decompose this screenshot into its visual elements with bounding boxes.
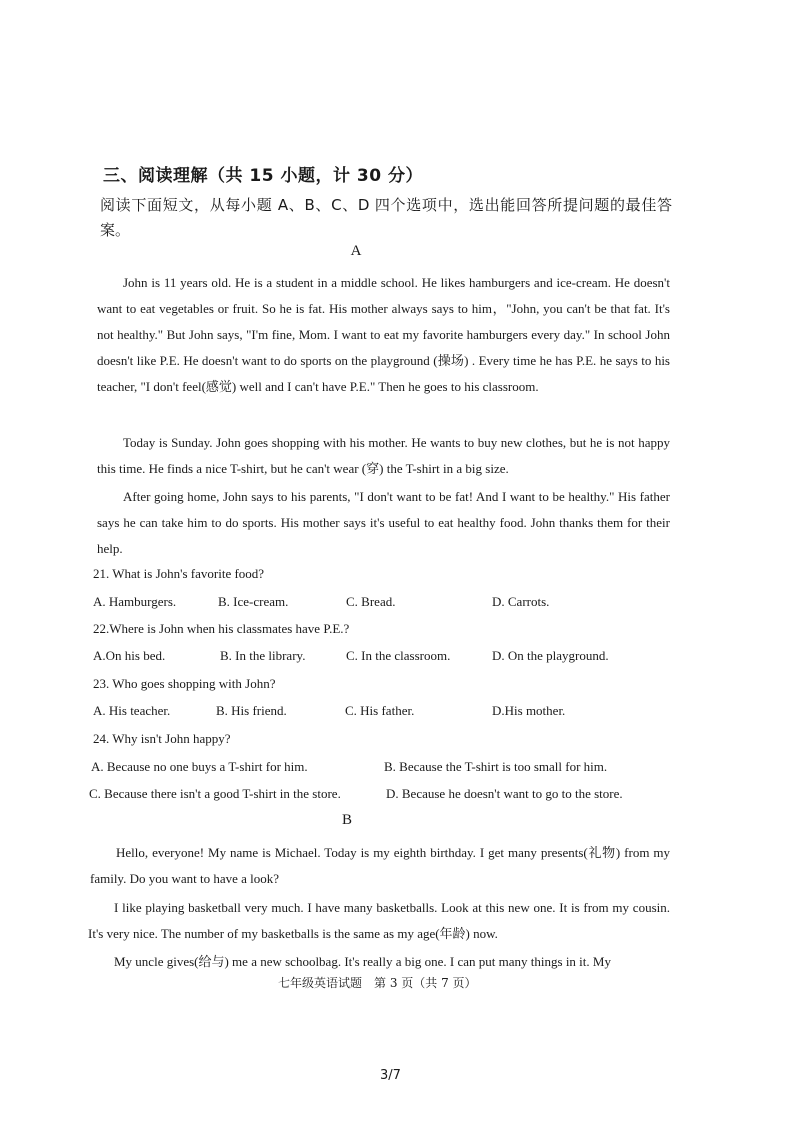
passage-b-paragraph-1-text: Hello, everyone! My name is Michael. Today is my eighth birthday. I get many presents(礼物) from my family. Do you want to have a look? — [90, 845, 670, 886]
question-22-option-d: D. On the playground. — [492, 648, 609, 663]
question-21-option-a: A. Hamburgers. — [93, 594, 177, 609]
passage-b-paragraph-2-text: I like playing basketball very much. I have many basketballs. Look at this new one. It is from my cousin. It's very nice. The number of my basketballs is the same as my age(年龄) now. — [88, 900, 670, 941]
passage-b-paragraph-3 — [88, 949, 670, 975]
question-23-option-b: B. His friend. — [216, 703, 287, 718]
question-22-option-c: C. In the classroom. — [346, 648, 451, 663]
question-21-option-c: C. Bread. — [346, 594, 396, 609]
question-24: 24. Why isn't John happy? — [93, 731, 231, 746]
question-23-option-c: C. His father. — [345, 703, 415, 718]
question-23-option-a: A. His teacher. — [93, 703, 171, 718]
question-22-option-b: B. In the library. — [220, 648, 306, 663]
question-22-option-a: A.On his bed. — [93, 648, 166, 663]
question-23-option-d: D.His mother. — [492, 703, 566, 718]
question-24-option-d: D. Because he doesn't want to go to the store. — [386, 786, 623, 801]
passage-a-letter: A — [350, 243, 362, 259]
section-title: 三、阅读理解（共 15 小题，计 30 分） — [103, 166, 423, 186]
page-number: 3/7 — [380, 1068, 401, 1083]
passage-b-paragraph-1 — [90, 840, 670, 892]
question-21-option-b: B. Ice-cream. — [218, 594, 289, 609]
question-24-option-b: B. Because the T-shirt is too small for him. — [384, 759, 608, 774]
question-22: 22.Where is John when his classmates have P.E.? — [93, 621, 350, 636]
question-21: 21. What is John's favorite food? — [93, 566, 265, 581]
question-24-option-c: C. Because there isn't a good T-shirt in the store. — [89, 786, 341, 801]
passage-a-paragraph-2-text: Today is Sunday. John goes shopping with his mother. He wants to buy new clothes, but he is not happy this time. He finds a nice T-shirt, but he can't wear (穿) the T-shirt in a big size. — [97, 435, 670, 476]
passage-a-paragraph-1-text: John is 11 years old. He is a student in a middle school. He likes hamburgers and ice-cream. He doesn't want to eat vegetables or fruit. So he is fat. His mother always says to him，"John, you can't be that fat. It's not healthy." But John says, "I'm fine, Mom. I want to eat my favorite hamburgers every day." In school John doesn't like P.E. He doesn't want to do sports on the playground (操场) . Every time he has P.E. he says to his teacher, "I don't feel(感觉) well and I can't have P.E." Then he goes to his classroom. — [97, 275, 670, 394]
passage-b-paragraph-3-text: My uncle gives(给与) me a new schoolbag. It's really a big one. I can put many things in it. My — [114, 954, 611, 969]
page-footer: 七年级英语试题 第 3 页（共 7 页） — [278, 976, 477, 990]
passage-a-paragraph-2 — [97, 430, 670, 482]
question-24-option-a: A. Because no one buys a T-shirt for him. — [91, 759, 308, 774]
passage-b-letter: B — [341, 812, 352, 828]
passage-a-paragraph-1 — [97, 270, 670, 400]
passage-a-paragraph-3-text: After going home, John says to his parents, "I don't want to be fat! And I want to be healthy." His father says he can take him to do sports. His mother says it's useful to eat healthy food. John thanks them for their help. — [97, 489, 670, 556]
question-23: 23. Who goes shopping with John? — [93, 676, 276, 691]
question-21-option-d: D. Carrots. — [492, 594, 550, 609]
passage-b-paragraph-2 — [88, 895, 670, 947]
instructions: 阅读下面短文，从每小题 A、B、C、D 四个选项中，选出能回答所提问题的最佳答案。 — [100, 196, 672, 239]
passage-a-paragraph-3 — [97, 484, 670, 562]
